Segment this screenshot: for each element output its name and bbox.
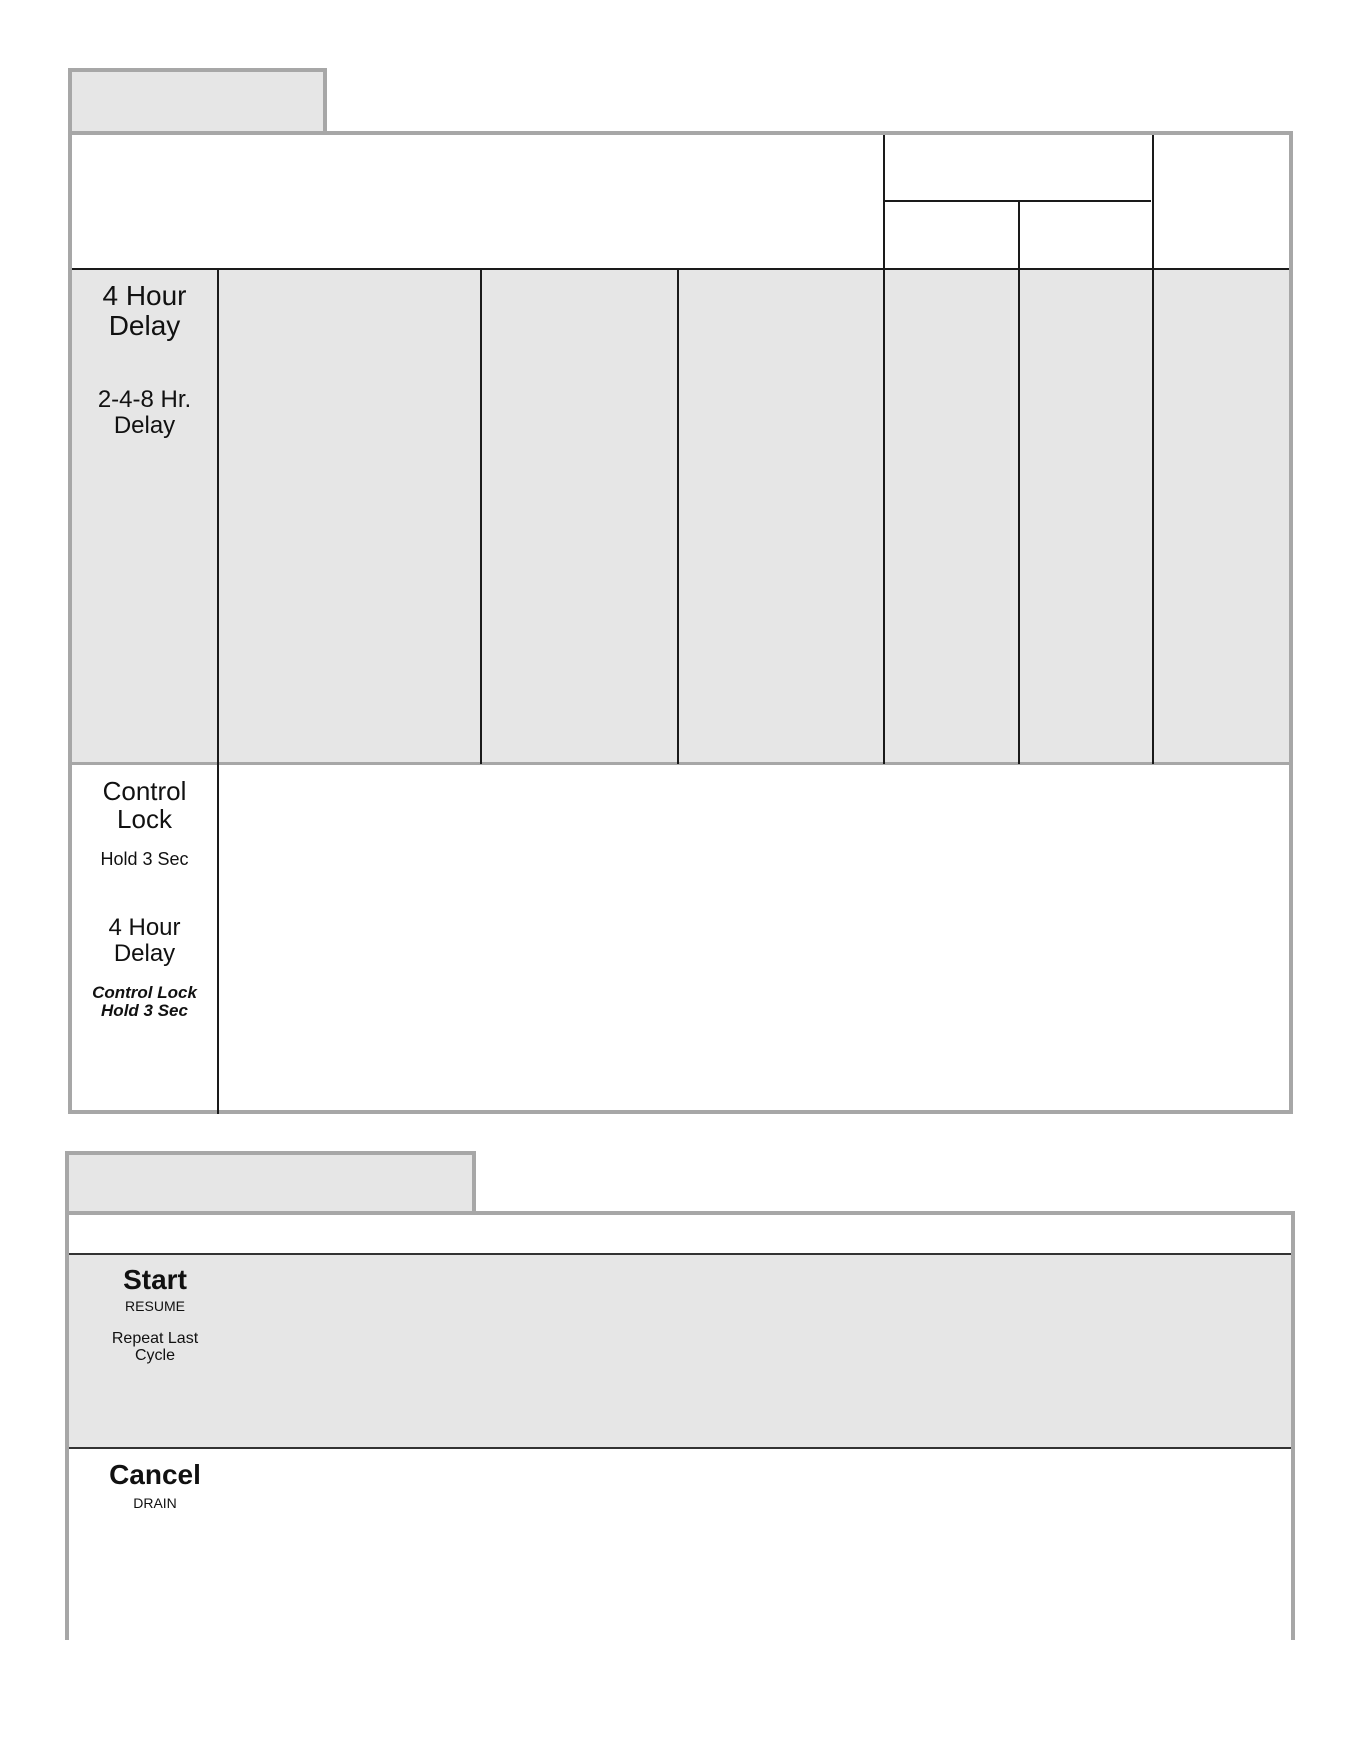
label-line: Hold 3 Sec (101, 1001, 188, 1021)
label-control-lock-hold (72, 984, 217, 1021)
header-vline-1 (883, 135, 885, 764)
label-2-4-8-hr-delay (72, 387, 217, 439)
label-control-lock (72, 777, 217, 833)
label-line: Control Lock (92, 983, 197, 1002)
label-resume: RESUME (125, 1298, 185, 1314)
label-line: Delay (108, 310, 181, 342)
body-vline-label (217, 268, 219, 1114)
header-split-line (883, 200, 1151, 202)
body-vline-2 (480, 268, 482, 764)
label-cancel: Cancel (109, 1459, 201, 1490)
section2-gray-row (69, 1253, 1291, 1448)
section1-tab (68, 68, 327, 134)
label-line: Cycle (134, 1347, 175, 1365)
section2-header-line (69, 1253, 1291, 1255)
section2-table (65, 1211, 1295, 1640)
label-hold-3-sec: Hold 3 Sec (100, 849, 189, 869)
label-start: Start (123, 1264, 187, 1295)
row-divider-line (72, 762, 1289, 765)
label-repeat-last-cycle (85, 1330, 225, 1365)
section1-table (68, 131, 1293, 1114)
label-line: Delay (113, 411, 176, 439)
header-vline-3 (1152, 135, 1154, 764)
label-line: Repeat Last (111, 1330, 199, 1347)
section1-gray-row (72, 268, 1289, 764)
label-4-hour-delay-2 (72, 915, 217, 967)
section2-row-line (69, 1447, 1291, 1449)
header-bottom-line (72, 268, 1289, 270)
label-drain: DRAIN (133, 1495, 177, 1511)
header-vline-2 (1018, 200, 1020, 764)
label-line: 4 Hour (102, 280, 187, 311)
body-vline-3 (677, 268, 679, 764)
label-line: 2-4-8 Hr. (97, 386, 192, 413)
label-4-hour-delay (72, 281, 217, 341)
section2-tab (65, 1151, 476, 1215)
label-line: 4 Hour (108, 914, 181, 941)
label-line: Delay (113, 939, 176, 967)
label-line: Lock (117, 804, 172, 835)
label-line: Control (102, 776, 187, 806)
